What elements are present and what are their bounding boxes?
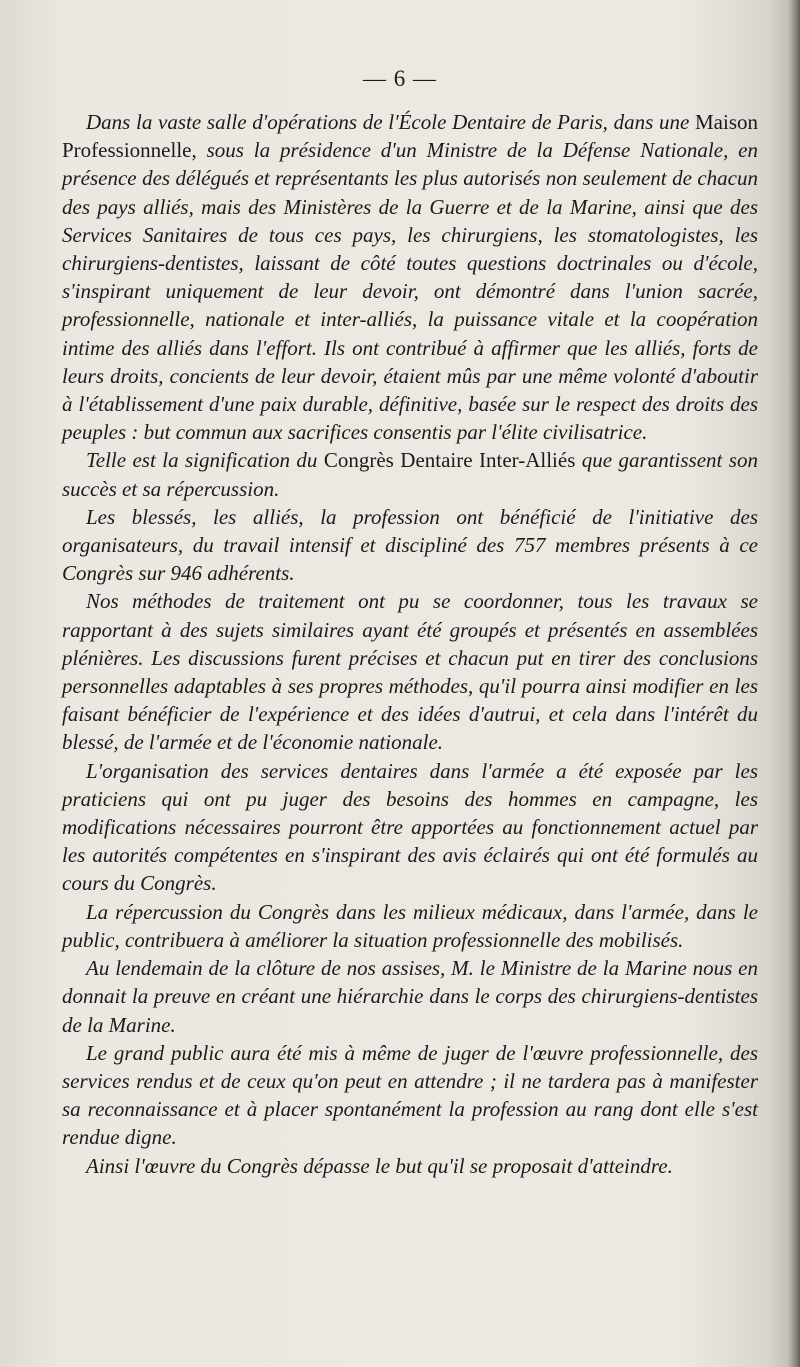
paragraph-9: Ainsi l'œuvre du Congrès dépasse le but qu'il se proposait d'atteindre.: [86, 1153, 673, 1178]
paragraph-5: L'organisation des services dentaires dans l'armée a été exposée par les praticiens qui ont pu juger des besoins des hommes en campagne, les modifications nécessaires pourront être apportées au fonctionnement actuel par les autorités compétentes en s'inspirant des avis éclairés qui ont été formulés au cours du Congrès.: [62, 758, 758, 896]
upright-phrase: Congrès Dentaire Inter-Alliés: [323, 448, 576, 473]
paragraph-8: Le grand public aura été mis à même de juger de l'œuvre professionnelle, des services rendus et de ceux qu'on peut en attendre ; il ne tardera pas à manifester sa reconnaissance et à placer spontanément la profession au rang dont elle s'est rendue digne.: [62, 1040, 758, 1150]
paragraph-1: Dans la vaste salle d'opérations de l'École Dentaire de Paris, dans une Maison Professionnelle, sous la présidence d'un Ministre de la Défense Nationale, en présence des délégués et représentants les plus autorisés non seulement de chacun des pays alliés, mais des Ministères de la Guerre et de la Marine, ainsi que des Services Sanitaires de tous ces pays, les chirurgiens, les stomatologistes, les chirurgiens-dentistes, laissant de côté toutes questions doctrinales ou d'école, s'inspirant uniquement de leur devoir, ont démontré dans l'union sacrée, professionnelle, nationale et inter-alliés, la puissance vitale et la coopération intime des alliés dans l'effort. Ils ont contribué à affirmer que les alliés, forts de leurs droits, concients de leur devoir, étaient mûs par une même volonté d'aboutir à l'établissement d'une paix durable, définitive, basée sur le respect des droits des peuples : but commun aux sacrifices consentis par l'élite civilisatrice.: [62, 110, 758, 445]
body-text: [62, 108, 758, 1180]
page-number: — 6 —: [363, 66, 437, 91]
paragraph-7: Au lendemain de la clôture de nos assises, M. le Ministre de la Marine nous en donnait la preuve en créant une hiérarchie dans le corps des chirurgiens-dentistes de la Marine.: [62, 956, 758, 1037]
paragraph-3: Les blessés, les alliés, la profession ont bénéficié de l'initiative des organisateurs, du travail intensif et discipliné des 757 membres présents à ce Congrès sur 946 adhérents.: [62, 504, 758, 586]
page-edge-shadow: [788, 0, 800, 1367]
paragraph-6: La répercussion du Congrès dans les milieux médicaux, dans l'armée, dans le public, contribuera à améliorer la situation professionnelle des mobilisés.: [62, 899, 758, 952]
upright-phrase: Maison Professionnelle,: [62, 110, 758, 163]
paragraph-2: Telle est la signification du Congrès Dentaire Inter-Alliés que garantissent son succès et sa répercussion.: [62, 448, 758, 501]
paragraph-4: Nos méthodes de traitement ont pu se coordonner, tous les travaux se rapportant à des sujets similaires ayant été groupés et présentés en assemblées plénières. Les discussions furent précises et chacun put en tirer des conclusions personnelles adaptables à ses propres méthodes, qu'il pourra ainsi modifier en les faisant bénéficier de l'expérience et des idées d'autrui, et cela dans l'intérêt du blessé, de l'armée et de l'économie nationale.: [62, 589, 758, 755]
